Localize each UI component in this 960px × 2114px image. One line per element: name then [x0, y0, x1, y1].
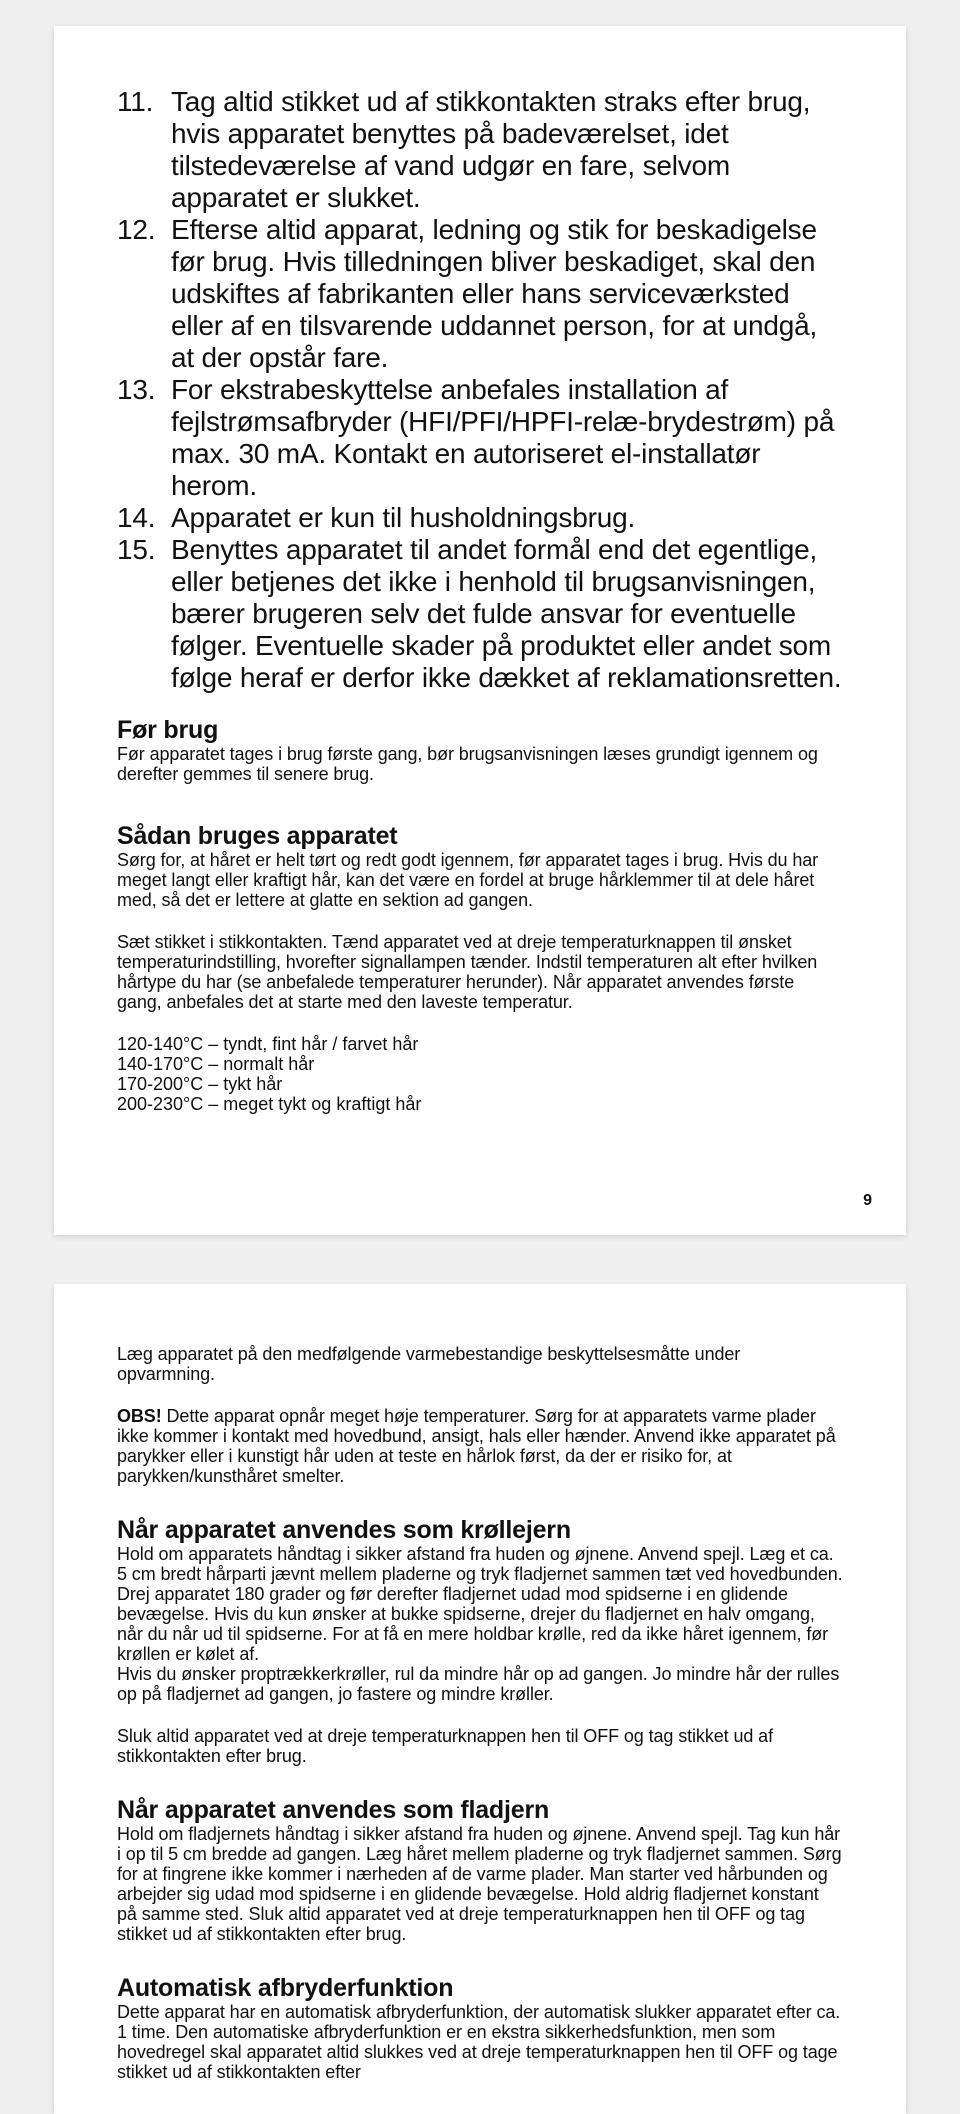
page-number: 9	[863, 1192, 872, 1209]
before-use-title: Før brug	[117, 716, 219, 744]
temperature-list	[117, 1034, 843, 1114]
auto-off-title: Automatisk afbryderfunktion	[117, 1974, 454, 2002]
how-to-use-para1: Sørg for, at håret er helt tørt og redt godt igennem, før apparatet tages i brug. Hvis du har meget langt eller kraftigt hår, kan det være en fordel at bruge hårklemmer til at dele håret med, så det er lettere at glatte en sektion ad gangen.	[117, 850, 819, 910]
curling-para2: Hvis du ønsker proptrækkerkrøller, rul da mindre hår op ad gangen. Jo mindre hår der rulles op på fladjernet ad gangen, jo fastere og mindre krøller.	[117, 1664, 840, 1704]
curling-title: Når apparatet anvendes som krøllejern	[117, 1516, 571, 1544]
protective-mat-text: Læg apparatet på den medfølgende varmebestandige beskyttelsesmåtte under opvarmning.	[117, 1344, 741, 1384]
how-to-use-title: Sådan bruges apparatet	[117, 822, 398, 850]
list-item: 13. For ekstrabeskyttelse anbefales installation af fejlstrømsafbryder (HFI/PFI/HPFI-relæ-brydestrøm) på max. 30 mA. Kontakt en autoriseret el-installatør herom.	[117, 374, 835, 501]
temperature-item: 170-200°C – tykt hår	[117, 1074, 283, 1094]
list-item: 11. Tag altid stikket ud af stikkontakten straks efter brug, hvis apparatet benyttes på badeværelset, idet tilstedeværelse af vand udgør en fare, selvom apparatet er slukket.	[117, 86, 811, 213]
before-use-text: Før apparatet tages i brug første gang, bør brugsanvisningen læses grundigt igennem og derefter gemmes til senere brug.	[117, 744, 818, 784]
list-item: 15. Benyttes apparatet til andet formål end det egentlige, eller betjenes det ikke i henhold til brugsanvisningen, bærer brugeren selv det fulde ansvar for eventuelle følger. Eventuelle skader på produktet eller andet som følge heraf er derfor ikke dækket af reklamationsretten.	[117, 534, 842, 693]
page-content	[117, 1344, 843, 2082]
list-item: 14. Apparatet er kun til husholdningsbrug.	[117, 502, 636, 533]
flat-iron-para1: Hold om fladjernets håndtag i sikker afstand fra huden og øjnene. Anvend spejl. Tag kun hår i op til 5 cm bredde ad gangen. Læg håret mellem pladerne og tryk fladjernet sammen. Sørg for at fingrene ikke kommer i nærheden af de varme plader. Man starter ved hårbunden og arbejder sig udad mod spidserne i en glidende bevægelse. Hold aldrig fladjernet konstant på samme sted. Sluk altid apparatet ved at dreje temperaturknappen hen til OFF og tag stikket ud af stikkontakten efter brug.	[117, 1824, 842, 1944]
flat-iron-title: Når apparatet anvendes som fladjern	[117, 1796, 550, 1824]
safety-list	[117, 86, 843, 694]
temperature-item: 140-170°C – normalt hår	[117, 1054, 315, 1074]
manual-page-10	[54, 1284, 906, 2114]
page-content	[117, 86, 843, 1114]
auto-off-para1: Dette apparat har en automatisk afbryderfunktion, der automatisk slukker apparatet efter ca. 1 time. Den automatiske afbryderfunktion er en ekstra sikkerhedsfunktion, men som hovedregel skal apparatet altid slukkes ved at dreje temperaturknappen hen til OFF og tage stikket ud af stikkontakten efter	[117, 2002, 841, 2082]
how-to-use-para2: Sæt stikket i stikkontakten. Tænd apparatet ved at dreje temperaturknappen til ønsket temperaturindstilling, hvorefter signallampen tænder. Indstil temperaturen alt efter hvilken hårtype du har (se anbefalede temperaturer herunder). Når apparatet anvendes første gang, anbefales det at starte med den laveste temperatur.	[117, 932, 818, 1012]
list-item: 12. Efterse altid apparat, ledning og stik for beskadigelse før brug. Hvis tilledningen bliver beskadiget, skal den udskiftes af fabrikanten eller hans serviceværksted eller af en tilsvarende uddannet person, for at undgå, at der opstår fare.	[117, 214, 818, 373]
curling-para1: Hold om apparatets håndtag i sikker afstand fra huden og øjnene. Anvend spejl. Læg et ca. 5 cm bredt hårparti jævnt mellem pladerne og tryk fladjernet sammen tæt ved hovedbunden. Drej apparatet 180 grader og før derefter fladjernet udad mod spidserne i en glidende bevægelse. Hvis du kun ønsker at bukke spidserne, drejer du fladjernet en halv omgang, når du når ud til spidserne. For at få en mere holdbar krølle, red da ikke håret igennem, før krøllen er kølet af.	[117, 1544, 843, 1664]
curling-para3: Sluk altid apparatet ved at dreje temperaturknappen hen til OFF og tag stikket ud af stikkontakten efter brug.	[117, 1726, 773, 1766]
warning-text: OBS! Dette apparat opnår meget høje temperaturer. Sørg for at apparatets varme plader ikke kommer i kontakt med hovedbund, ansigt, hals eller hænder. Anvend ikke apparatet på parykker eller i kunstigt hår uden at teste en hårlok først, da der er risiko for, at parykken/kunsthåret smelter.	[117, 1406, 836, 1486]
temperature-item: 200-230°C – meget tykt og kraftigt hår	[117, 1094, 422, 1114]
warning-label: OBS!	[117, 1406, 162, 1426]
temperature-item: 120-140°C – tyndt, fint hår / farvet hår	[117, 1034, 419, 1054]
manual-page-9	[54, 26, 906, 1235]
